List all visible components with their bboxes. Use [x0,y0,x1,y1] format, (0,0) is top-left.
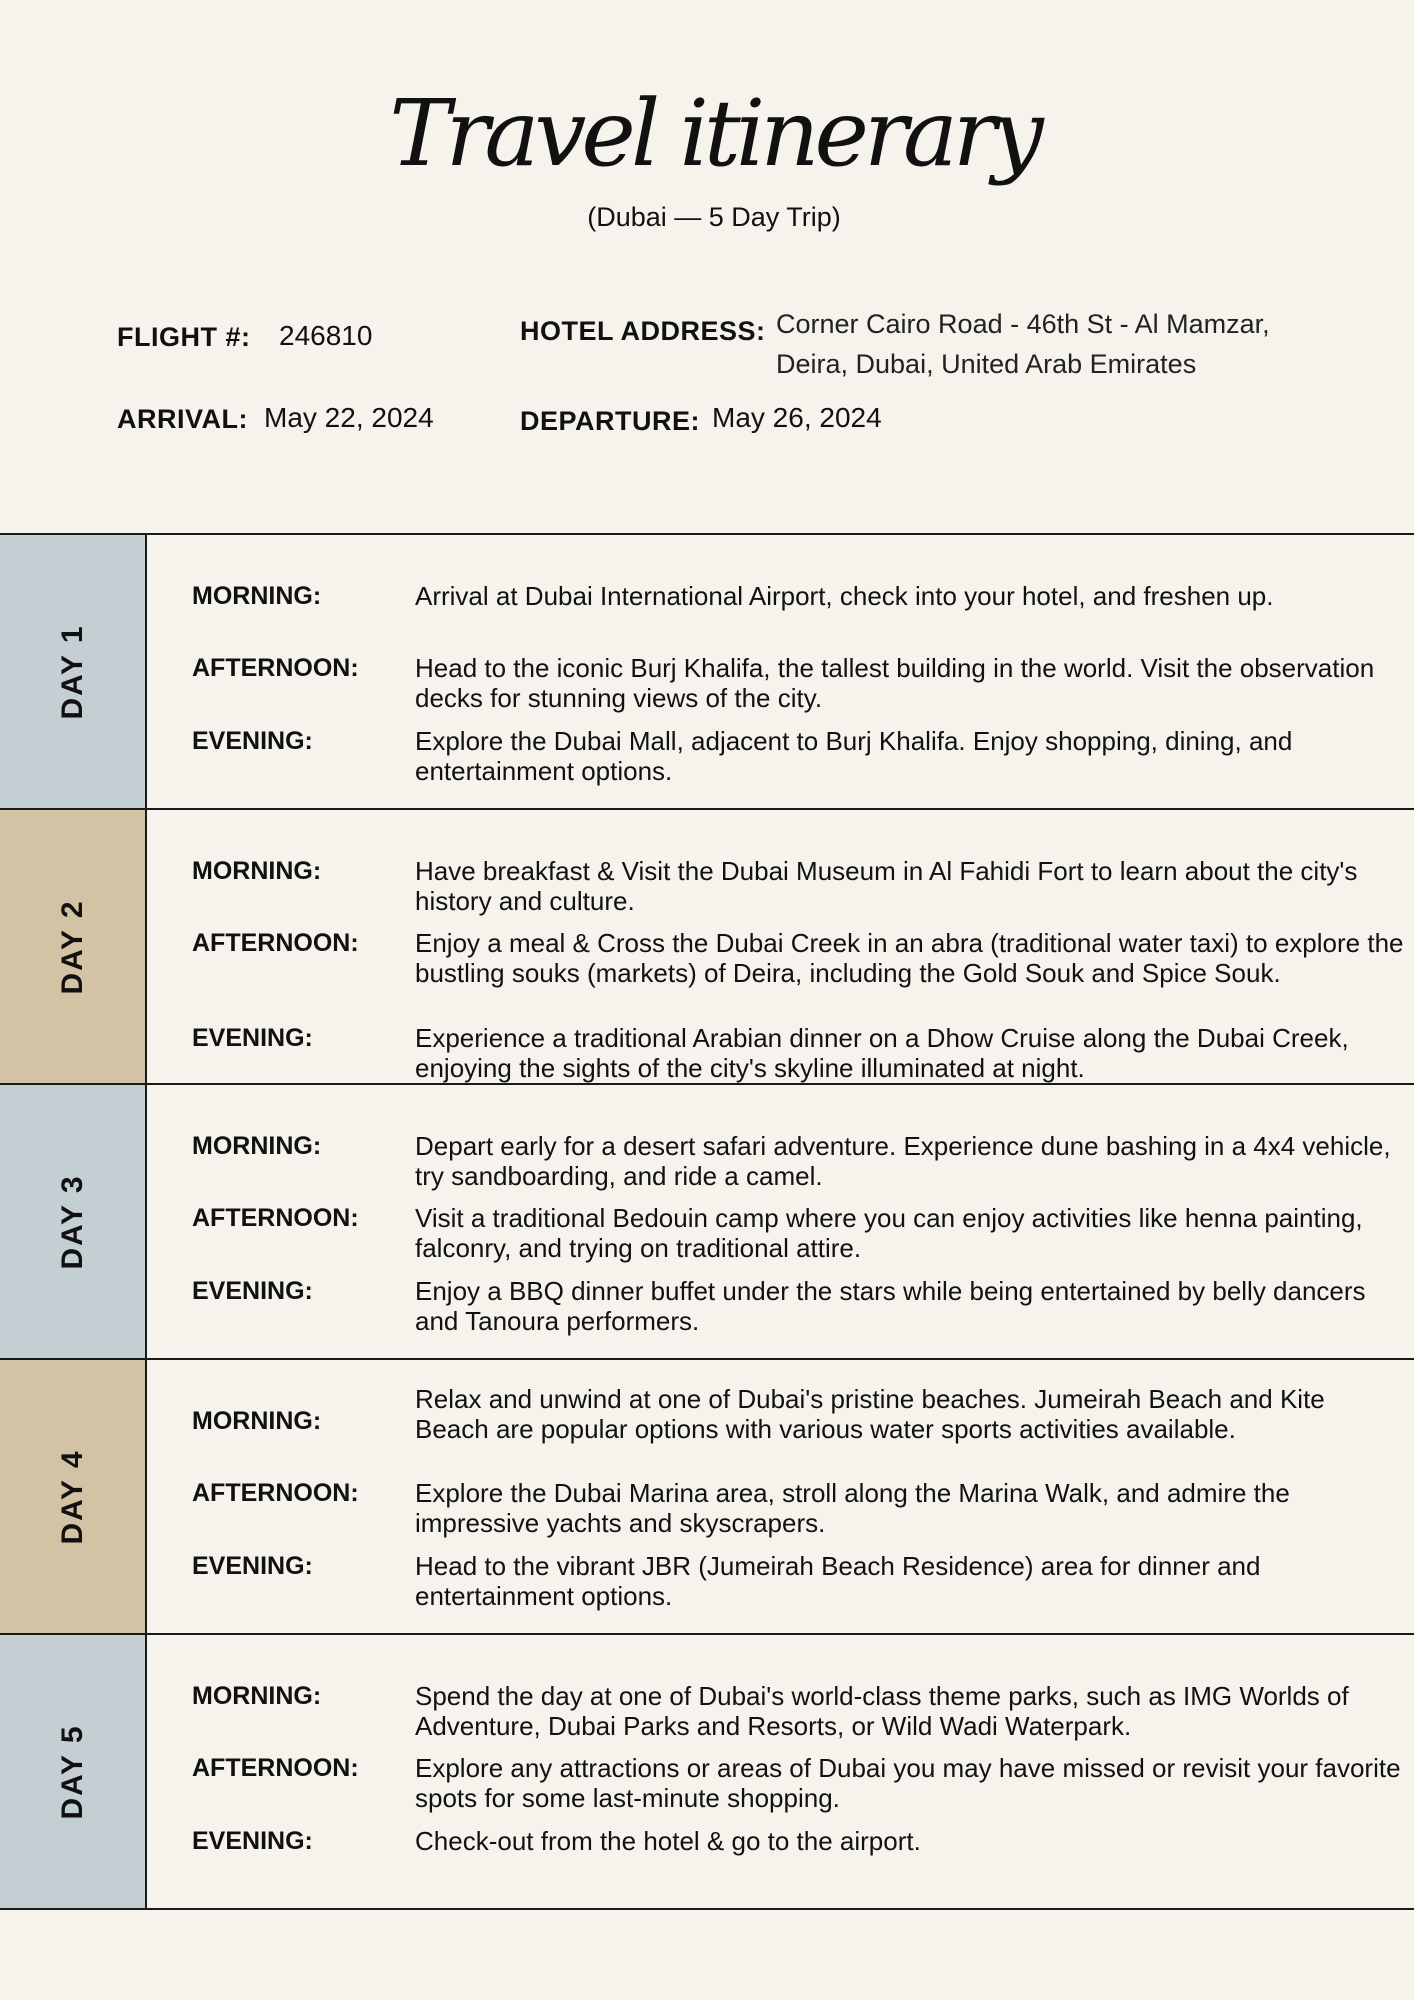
morning-text: Arrival at Dubai International Airport, check into your hotel, and freshen up. [415,581,1274,611]
departure-label: DEPARTURE: [520,406,700,436]
day-row-3 [0,1085,1414,1360]
morning-label: MORNING: [192,582,322,610]
morning-text: Spend the day at one of Dubai's world-class theme parks, such as IMG Worlds of Adventure, Dubai Parks and Resorts, or Wild Wadi Waterpark. [415,1681,1349,1741]
evening-text: Enjoy a BBQ dinner buffet under the stars while being entertained by belly dancers and Tanoura performers. [415,1276,1366,1336]
flight-label: FLIGHT #: [117,322,251,352]
evening-text: Head to the vibrant JBR (Jumeirah Beach Residence) area for dinner and entertainment options. [415,1551,1261,1611]
hotel-address-line-1: Corner Cairo Road - 46th St - Al Mamzar, [776,309,1270,339]
evening-label: EVENING: [192,1827,313,1855]
afternoon-label: AFTERNOON: [192,1204,359,1232]
day-label: DAY 4 [56,1448,89,1545]
afternoon-label: AFTERNOON: [192,929,359,957]
day-row-4 [0,1360,1414,1635]
morning-label: MORNING: [192,1132,322,1160]
day-row-2 [0,810,1414,1085]
evening-label: EVENING: [192,727,313,755]
day-label: DAY 5 [56,1723,89,1820]
evening-label: EVENING: [192,1024,313,1052]
page-subtitle: (Dubai — 5 Day Trip) [587,202,841,232]
day-band [0,1085,147,1358]
arrival-label: ARRIVAL: [117,404,248,434]
arrival-value: May 22, 2024 [264,402,434,433]
evening-label: EVENING: [192,1277,313,1305]
day-label: DAY 2 [56,898,89,995]
page-title: Travel itinerary [389,80,1039,187]
afternoon-label: AFTERNOON: [192,1479,359,1507]
day-band [0,1635,147,1908]
afternoon-label: AFTERNOON: [192,1754,359,1782]
hotel-address-label: HOTEL ADDRESS: [520,316,766,346]
afternoon-text: Explore the Dubai Marina area, stroll along the Marina Walk, and admire the impressive yachts and skyscrapers. [415,1478,1290,1538]
afternoon-text: Enjoy a meal & Cross the Dubai Creek in an abra (traditional water taxi) to explore the bustling souks (markets) of Deira, including the Gold Souk and Spice Souk. [415,928,1404,988]
evening-text: Experience a traditional Arabian dinner on a Dhow Cruise along the Dubai Creek, enjoying the sights of the city's skyline illuminated at night. [415,1023,1349,1083]
evening-text: Check-out from the hotel & go to the airport. [415,1826,921,1856]
itinerary-table [0,533,1414,1910]
evening-text: Explore the Dubai Mall, adjacent to Burj Khalifa. Enjoy shopping, dining, and entertainment options. [415,726,1293,786]
day-row-1 [0,535,1414,810]
departure-value: May 26, 2024 [712,402,882,433]
afternoon-label: AFTERNOON: [192,654,359,682]
day-label: DAY 3 [56,1173,89,1270]
morning-text: Depart early for a desert safari adventure. Experience dune bashing in a 4x4 vehicle, try sandboarding, and ride a camel. [415,1131,1391,1191]
afternoon-text: Head to the iconic Burj Khalifa, the tallest building in the world. Visit the observation decks for stunning views of the city. [415,653,1375,713]
day-row-5 [0,1635,1414,1910]
hotel-address-value [776,304,1356,384]
day-band [0,810,147,1083]
hotel-address-line-2: Deira, Dubai, United Arab Emirates [776,349,1197,379]
morning-text: Have breakfast & Visit the Dubai Museum in Al Fahidi Fort to learn about the city's history and culture. [415,856,1358,916]
evening-label: EVENING: [192,1552,313,1580]
morning-label: MORNING: [192,857,322,885]
afternoon-text: Visit a traditional Bedouin camp where you can enjoy activities like henna painting, falconry, and trying on traditional attire. [415,1203,1363,1263]
day-label: DAY 1 [56,623,89,720]
flight-value: 246810 [279,320,373,351]
afternoon-text: Explore any attractions or areas of Dubai you may have missed or revisit your favorite spots for some last-minute shopping. [415,1753,1401,1813]
morning-label: MORNING: [192,1682,322,1710]
morning-label: MORNING: [192,1407,322,1435]
morning-text: Relax and unwind at one of Dubai's pristine beaches. Jumeirah Beach and Kite Beach are popular options with various water sports activities available. [415,1384,1325,1444]
day-band [0,535,147,808]
day-band [0,1360,147,1633]
